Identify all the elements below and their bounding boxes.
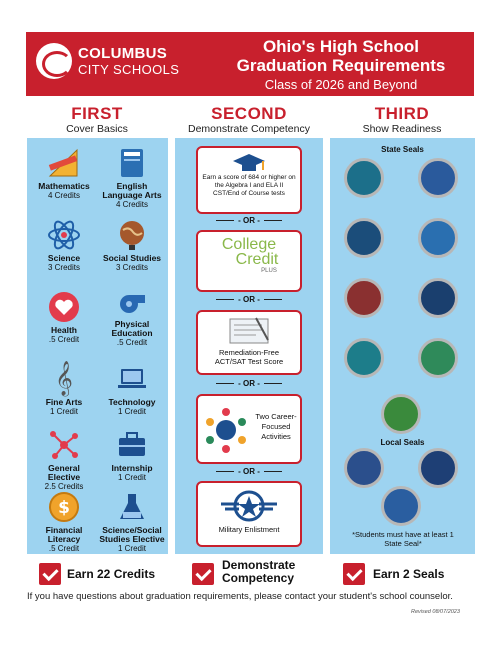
course-name: Internship (111, 463, 153, 473)
subheading-second: Demonstrate Competency (188, 123, 310, 135)
course-credits: 3 Credits (47, 263, 80, 272)
military-star-icon (198, 483, 300, 525)
subheading-first: Cover Basics (66, 123, 128, 135)
whistle-icon (115, 284, 149, 318)
check-icon (39, 563, 61, 585)
logo-line2: CITY SCHOOLS (78, 62, 180, 77)
option-college-credit-plus (196, 230, 302, 292)
seal-science (418, 338, 458, 378)
treble-clef-icon: 𝄞 (55, 361, 73, 396)
course-credits: 2.5 Credits (44, 482, 84, 491)
course-english (99, 146, 165, 209)
option-act-sat (196, 310, 302, 375)
course-name: Fine Arts (45, 397, 83, 407)
course-internship (99, 428, 165, 482)
ccp-line2: Credit (235, 251, 279, 268)
course-general-elective (31, 428, 97, 491)
course-credits: 1 Credit (117, 544, 146, 553)
seal-fine-performing-arts (418, 448, 458, 488)
book-icon (115, 146, 149, 180)
check-icon (343, 563, 365, 585)
option-military-enlistment (196, 481, 302, 547)
course-financial-literacy (31, 490, 97, 553)
teamwork-icon (202, 406, 250, 459)
or-divider: - OR - (175, 379, 323, 388)
column-heading-second (174, 104, 324, 136)
course-name: General Elective (47, 463, 81, 482)
seal-requirement-note: *Students must have at least 1 State Seal* (352, 530, 454, 548)
option-test-scores (196, 146, 302, 214)
page-title (216, 37, 466, 93)
subtitle: Class of 2026 and Beyond (264, 77, 418, 92)
course-physical-education (99, 284, 165, 347)
state-seals-heading: State Seals (381, 145, 424, 154)
flask-icon (115, 490, 149, 524)
course-name: Science (47, 253, 81, 263)
seal-biliteracy (344, 158, 384, 198)
seal-ohio-means-jobs (344, 338, 384, 378)
graduation-cap-icon (198, 148, 300, 174)
earn-credits: Earn 22 Credits (67, 567, 156, 581)
seal-student-engagement (381, 486, 421, 526)
option-career-activities-text: Two Career-Focused Activities (255, 412, 297, 441)
heading-third: THIRD (374, 104, 430, 123)
option-test-scores-text: Earn a score of 684 or higher on the Algebra I and ELA II CST/End of Course tests (202, 174, 296, 197)
course-health (31, 290, 97, 344)
earn2-line2: Competency (222, 571, 295, 585)
atom-icon (47, 218, 81, 252)
local-seals-heading: Local Seals (380, 438, 425, 447)
course-name: Health (51, 325, 77, 335)
header-banner (26, 32, 474, 96)
revised-date: Revised 08/07/2023 (411, 609, 460, 615)
column-heading-third (327, 104, 477, 136)
counselor-note: If you have questions about graduation requirements, please contact your student's school counselor. (27, 591, 453, 602)
course-name: Mathematics (38, 181, 90, 191)
ccp-line1: College (221, 236, 277, 253)
course-science (31, 218, 97, 272)
readiness-panel (330, 138, 475, 554)
course-credits: 4 Credits (115, 200, 148, 209)
course-credits: .5 Credit (48, 335, 80, 344)
district-logo (36, 43, 179, 79)
option-military-text: Military Enlistment (218, 525, 280, 534)
or-divider: - OR - (175, 216, 323, 225)
courses-panel (27, 138, 168, 554)
briefcase-icon (115, 428, 149, 462)
title-line1: Ohio's High School (262, 37, 420, 56)
course-name: Physical Education (111, 319, 153, 338)
laptop-icon (115, 362, 149, 396)
check-icon (192, 563, 214, 585)
course-science-social-elective (97, 490, 167, 553)
option-act-sat-text: Remediation-Free ACT/SAT Test Score (214, 348, 284, 366)
course-credits: 4 Credits (47, 191, 80, 200)
course-name: Social Studies (102, 253, 162, 263)
ruler-icon (47, 146, 81, 180)
test-paper-icon (198, 312, 300, 348)
logo-mark-icon (36, 43, 72, 79)
course-mathematics (31, 146, 97, 200)
heading-second: SECOND (211, 104, 287, 123)
course-credits: 3 Credits (115, 263, 148, 272)
column-heading-first (22, 104, 172, 136)
seal-college-ready (344, 218, 384, 258)
seal-citizenship (418, 158, 458, 198)
course-fine-arts (31, 362, 97, 416)
ccp-line3: PLUS (261, 268, 277, 274)
heading-first: FIRST (71, 104, 123, 123)
course-credits: 1 Credit (117, 473, 146, 482)
or-divider: - OR - (175, 295, 323, 304)
course-name: Financial Literacy (45, 525, 83, 544)
seal-honors-diploma (418, 218, 458, 258)
dollar-coin-icon (47, 490, 81, 524)
seal-community-service (344, 448, 384, 488)
course-social-studies (99, 218, 165, 272)
course-credits: 1 Credit (117, 407, 146, 416)
or-divider: - OR - (175, 467, 323, 476)
option-career-activities (196, 394, 302, 464)
course-credits: .5 Credit (116, 338, 148, 347)
earn-seals: Earn 2 Seals (373, 567, 445, 581)
earn2-line1: Demonstrate (222, 558, 296, 572)
globe-icon (115, 218, 149, 252)
course-credits: .5 Credit (48, 544, 80, 553)
subheading-third: Show Readiness (362, 123, 442, 135)
heart-icon (47, 290, 81, 324)
course-technology (99, 362, 165, 416)
course-name: Technology (108, 397, 156, 407)
course-credits: 1 Credit (49, 407, 78, 416)
course-name: Science/Social Studies Elective (99, 525, 165, 544)
seal-technology (381, 394, 421, 434)
college-credit-plus-logo (198, 232, 300, 275)
title-line2: Graduation Requirements (236, 56, 446, 75)
demonstrate-competency (222, 559, 295, 585)
logo-line1: COLUMBUS (78, 45, 168, 62)
seal-industry-recognized (344, 278, 384, 318)
svg-text:$: $ (58, 498, 70, 518)
course-name: English Language Arts (102, 181, 162, 200)
competency-panel (175, 138, 323, 554)
network-icon (47, 428, 81, 462)
seal-military-enlistment (418, 278, 458, 318)
